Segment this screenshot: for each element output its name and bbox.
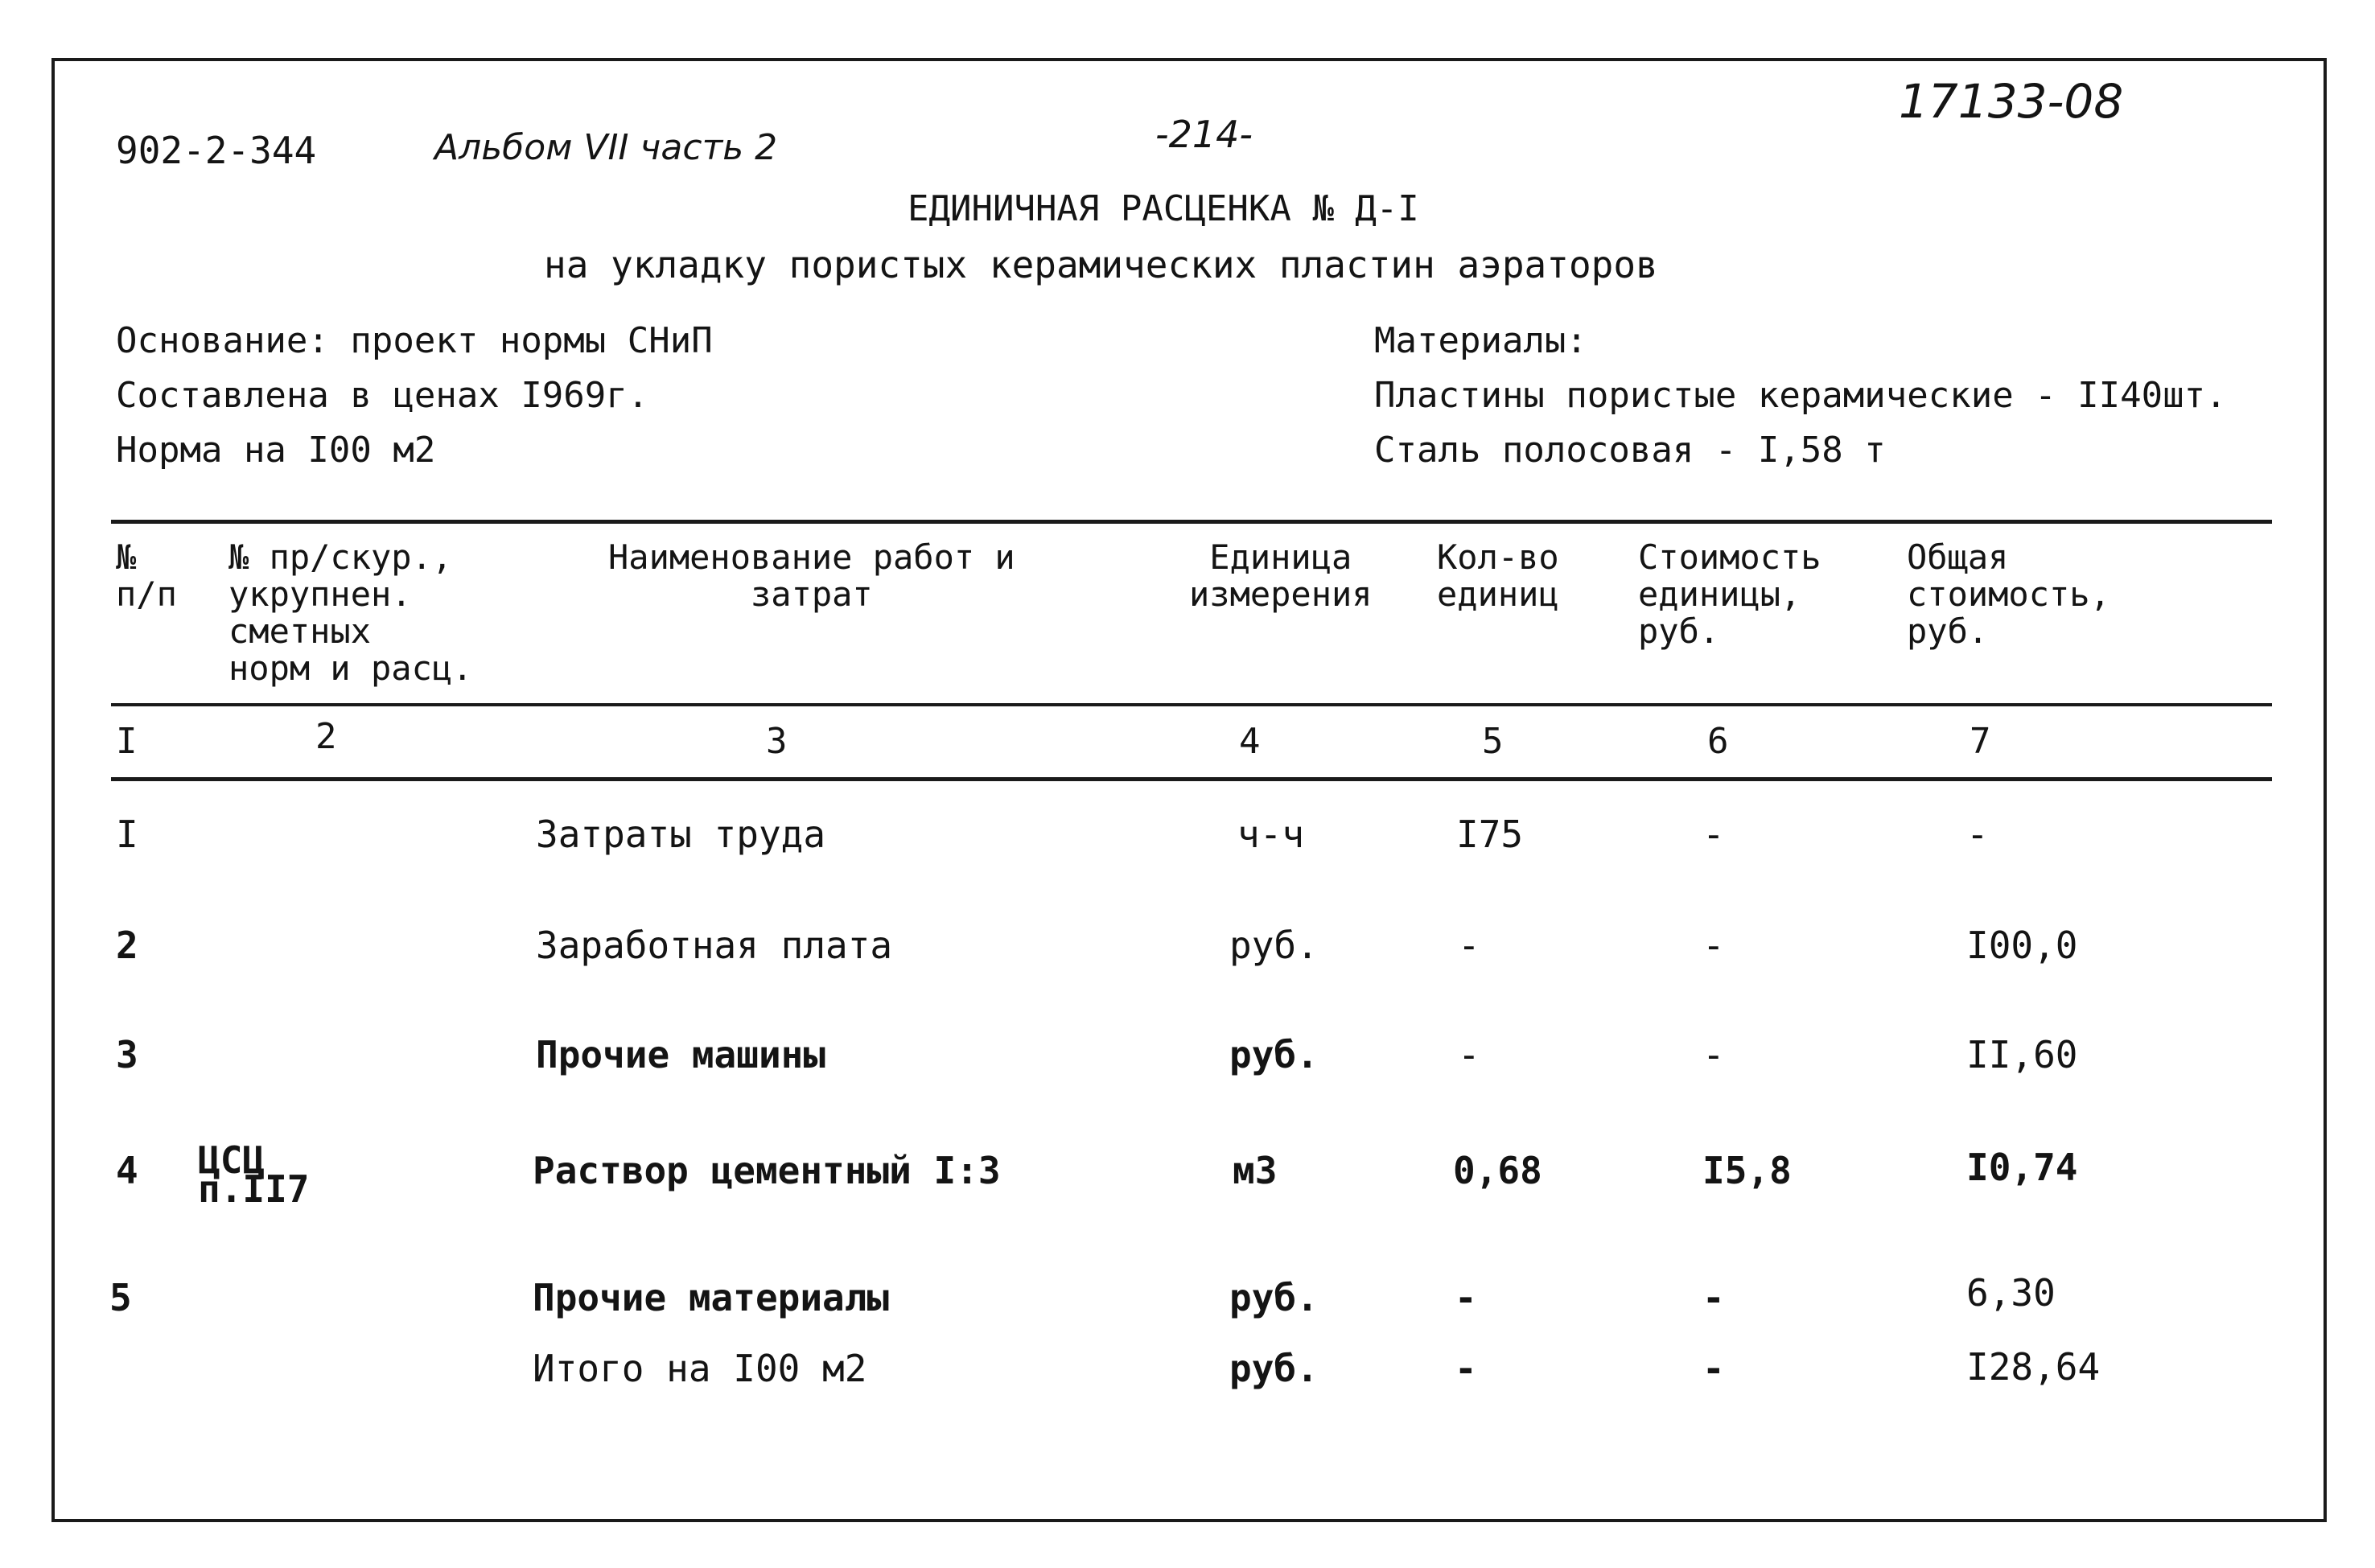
cell-unit: ч-ч <box>1237 813 1305 856</box>
cell-row-number: 5 <box>109 1276 132 1319</box>
cell-name: Прочие материалы <box>533 1276 890 1319</box>
doc-code: 902-2-344 <box>116 129 317 172</box>
table-header-rule <box>111 703 2272 706</box>
cell-quantity: - <box>1455 1276 1477 1319</box>
basis-line: Основание: проект нормы СНиП <box>116 320 713 361</box>
col-header-number: № п/п <box>116 537 177 614</box>
cell-unit: руб. <box>1229 924 1319 967</box>
cell-unit-cost: - <box>1702 813 1725 856</box>
cell-quantity: - <box>1458 924 1480 967</box>
cell-quantity: - <box>1455 1347 1477 1390</box>
col-number: 5 <box>1482 721 1504 762</box>
norm-line: Норма на I00 м2 <box>116 430 436 471</box>
cell-row-number: 2 <box>116 924 138 967</box>
material-item: Сталь полосовая - I,58 т <box>1374 430 1886 471</box>
col-number: 7 <box>1970 721 1991 762</box>
table-numbers-rule <box>111 777 2272 781</box>
col-header-total: Общая стоимость, руб. <box>1907 537 2110 651</box>
col-header-unit-cost: Стоимость единицы, руб. <box>1638 537 1821 651</box>
cell-unit-cost: - <box>1702 1347 1725 1390</box>
col-header-name: Наименование работ и затрат <box>608 537 1015 614</box>
album-label: Альбом VII часть 2 <box>434 127 778 168</box>
page-subtitle: на укладку пористых керамических пластин аэраторов <box>544 243 1658 286</box>
stamp-number: 17133-08 <box>1899 74 2124 129</box>
col-number: I <box>116 721 138 762</box>
grand-total: I28,64 <box>1966 1345 2101 1389</box>
cell-unit-cost: I5,8 <box>1702 1149 1792 1192</box>
cell-unit: руб. <box>1229 1347 1319 1390</box>
col-header-quantity: Кол-во единиц <box>1437 537 1559 614</box>
total-label: Итого на I00 м2 <box>533 1347 867 1390</box>
col-number: 4 <box>1239 721 1261 762</box>
cell-quantity: - <box>1458 1033 1480 1076</box>
page-title: ЕДИНИЧНАЯ РАСЦЕНКА № Д-I <box>908 188 1419 229</box>
material-item: Пластины пористые керамические - II40шт. <box>1374 375 2227 416</box>
cell-unit: м3 <box>1233 1149 1278 1192</box>
cell-name: Затраты труда <box>536 813 826 856</box>
col-header-unit: Единица измерения <box>1189 537 1373 614</box>
cell-name: Раствор цементный I:3 <box>533 1149 1001 1192</box>
cell-total: I00,0 <box>1966 924 2078 967</box>
cell-unit: руб. <box>1229 1276 1319 1319</box>
cell-row-number: I <box>116 813 138 856</box>
table-top-rule <box>111 520 2272 524</box>
materials-heading: Материалы: <box>1374 320 1587 361</box>
cell-total: I0,74 <box>1966 1146 2078 1189</box>
col-number: 2 <box>315 716 337 757</box>
col-number: 3 <box>766 721 788 762</box>
cell-total: II,60 <box>1966 1033 2078 1076</box>
cell-quantity: I75 <box>1456 813 1524 856</box>
cell-unit-cost: - <box>1702 1033 1725 1076</box>
prices-line: Составлена в ценах I969г. <box>116 375 649 416</box>
cell-name: Заработная плата <box>536 924 893 967</box>
cell-row-number: 4 <box>116 1149 138 1192</box>
cell-unit: руб. <box>1229 1033 1319 1076</box>
cell-total: - <box>1966 813 1989 856</box>
cell-total: 6,30 <box>1966 1271 2056 1315</box>
cell-name: Прочие машины <box>536 1033 826 1076</box>
cell-quantity: 0,68 <box>1453 1149 1542 1192</box>
page-number: -214- <box>1155 113 1253 156</box>
cell-reference: ЦСЦ п.II7 <box>198 1138 310 1211</box>
col-header-reference: № пр/скур., укрупнен. сметных норм и расц. <box>228 537 473 688</box>
cell-unit-cost: - <box>1702 924 1725 967</box>
cell-row-number: 3 <box>116 1033 138 1076</box>
col-number: 6 <box>1707 721 1729 762</box>
cell-unit-cost: - <box>1702 1276 1725 1319</box>
